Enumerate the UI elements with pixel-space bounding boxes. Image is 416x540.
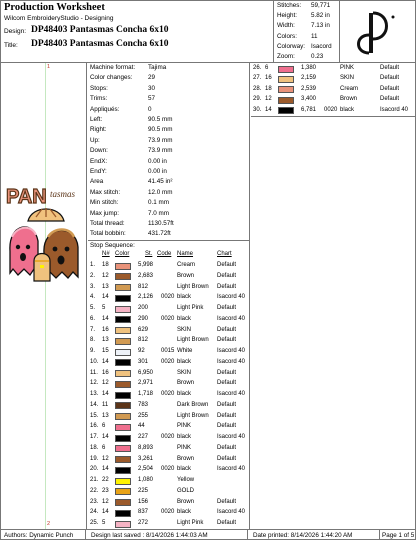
- needle-number: 12: [102, 272, 109, 279]
- stop-number: 21.: [90, 477, 99, 483]
- color-swatch: [115, 478, 131, 485]
- worksheet-footer: [1, 529, 416, 540]
- info-label: Total bobbin:: [90, 230, 126, 238]
- sequence-row: [88, 272, 250, 282]
- thread-chart: Default: [217, 380, 237, 387]
- info-value: 73.9 mm: [148, 147, 173, 155]
- stat-label: Colors:: [277, 32, 297, 40]
- stop-number: 28.: [253, 85, 262, 92]
- stitch-count: 629: [138, 326, 149, 333]
- needle-number: 18: [265, 85, 272, 92]
- guide-number-top: 1: [47, 64, 51, 70]
- thread-chart: Isacord 40: [217, 348, 246, 354]
- sequence-row: [88, 336, 250, 346]
- stop-sequence-title: Stop Sequence:: [90, 242, 135, 249]
- info-label: Left:: [90, 116, 103, 123]
- page-title: Production Worksheet: [4, 2, 105, 13]
- stop-number: 18.: [90, 444, 99, 451]
- stop-number: 8.: [90, 337, 96, 344]
- design-preview-panel: [1, 63, 87, 529]
- needle-number: 14: [102, 315, 109, 322]
- thread-name: Brown: [177, 498, 195, 505]
- needle-number: 12: [102, 380, 109, 387]
- stop-number: 12.: [90, 380, 99, 387]
- title-label: Title:: [4, 42, 18, 49]
- stitch-count: 290: [138, 315, 149, 322]
- color-swatch: [115, 295, 131, 302]
- sequence-row: [251, 85, 413, 95]
- color-swatch: [278, 107, 294, 114]
- thread-name: Cream: [340, 85, 359, 92]
- color-swatch: [278, 66, 294, 73]
- stitch-count: 2,504: [138, 466, 154, 473]
- stitch-count: 272: [138, 520, 149, 526]
- needle-number: 14: [102, 466, 109, 473]
- color-swatch: [115, 445, 131, 452]
- info-value: 1130.57ft: [148, 220, 174, 227]
- stop-number: 27.: [253, 75, 262, 82]
- stitch-count: 1,380: [301, 65, 317, 71]
- thread-chart: Default: [380, 65, 400, 71]
- thread-code: 0020: [324, 106, 338, 113]
- needle-number: 5: [102, 305, 106, 311]
- info-label: Color changes:: [90, 74, 133, 82]
- sequence-row: [88, 358, 250, 368]
- stitch-count: 6,950: [138, 369, 154, 376]
- stat-label: Width:: [277, 22, 295, 30]
- sequence-row: [88, 347, 250, 357]
- thread-code: 0020: [161, 358, 175, 365]
- needle-number: 13: [102, 283, 109, 290]
- thread-chart: Default: [217, 401, 237, 408]
- preview-word-tasmas: tasmas: [50, 189, 76, 199]
- stitch-count: 255: [138, 412, 149, 419]
- thread-code: 0020: [161, 391, 175, 397]
- color-swatch: [115, 510, 131, 517]
- footer-page-number: Page 1 of 5: [382, 532, 415, 539]
- col-code: Code: [157, 251, 172, 257]
- color-swatch: [115, 316, 131, 323]
- stat-label: Zoom:: [277, 53, 295, 60]
- stat-value: 11: [311, 32, 318, 40]
- design-preview-image: [4, 181, 84, 293]
- thread-chart: Default: [217, 455, 237, 462]
- footer-divider: [85, 530, 86, 540]
- sequence-row: [88, 476, 250, 486]
- thread-name: PINK: [177, 444, 192, 451]
- thread-chart: Default: [217, 283, 237, 290]
- color-swatch: [115, 435, 131, 442]
- thread-chart: Default: [217, 520, 237, 526]
- info-label: EndY:: [90, 168, 107, 175]
- sequence-row: [88, 487, 250, 497]
- footer-divider: [247, 530, 248, 540]
- color-swatch: [115, 413, 131, 420]
- sequence-row: [88, 508, 250, 518]
- stop-number: 13.: [90, 391, 99, 397]
- needle-number: 12: [102, 455, 109, 462]
- stop-number: 6.: [90, 315, 96, 322]
- stitch-count: 2,159: [301, 75, 317, 82]
- info-label: Area: [90, 178, 104, 186]
- needle-number: 6: [265, 65, 269, 71]
- stop-number: 26.: [253, 65, 262, 71]
- stop-number: 16.: [90, 423, 99, 430]
- sequence-row: [251, 106, 413, 116]
- stitch-count: 44: [138, 423, 145, 430]
- stop-number: 9.: [90, 348, 96, 354]
- sequence-row: [88, 433, 250, 443]
- thread-chart: Default: [217, 498, 237, 505]
- thread-chart: Isacord 40: [217, 294, 246, 301]
- needle-number: 14: [102, 391, 109, 397]
- thread-name: PINK: [340, 65, 355, 71]
- stop-number: 3.: [90, 283, 96, 290]
- thread-name: black: [340, 106, 355, 113]
- needle-number: 6: [102, 444, 106, 451]
- color-swatch: [115, 499, 131, 506]
- info-label: Machine format:: [90, 64, 136, 71]
- sequence-row: [88, 293, 250, 303]
- stop-number: 11.: [90, 369, 98, 376]
- thread-chart: Default: [217, 412, 237, 419]
- thread-name: Light Brown: [177, 337, 209, 344]
- info-value: 7.0 mm: [148, 209, 169, 217]
- stitch-count: 2,126: [138, 294, 154, 301]
- stitch-count: 812: [138, 337, 149, 344]
- thread-name: SKIN: [177, 326, 192, 333]
- thread-code: 0020: [161, 466, 175, 473]
- needle-number: 12: [102, 498, 109, 505]
- stop-number: 1.: [90, 262, 96, 268]
- thread-chart: Isacord 40: [217, 391, 246, 397]
- machine-info-panel: [88, 63, 250, 241]
- thread-name: black: [177, 294, 192, 301]
- needle-number: 22: [102, 477, 109, 483]
- thread-name: black: [177, 509, 192, 516]
- info-value: 41.45 in²: [148, 178, 173, 186]
- needle-number: 14: [102, 294, 109, 301]
- stop-number: 17.: [90, 434, 99, 440]
- thread-chart: Default: [217, 326, 237, 333]
- info-value: 90.5 mm: [148, 126, 173, 134]
- thread-name: SKIN: [177, 369, 192, 376]
- thread-name: Light Pink: [177, 305, 204, 311]
- thread-name: Cream: [177, 262, 196, 268]
- sequence-row: [88, 379, 250, 389]
- stitch-count: 3,400: [301, 96, 317, 103]
- header-divider: [273, 1, 274, 63]
- info-label: Right:: [90, 126, 107, 134]
- worksheet-header: [1, 1, 416, 63]
- software-name: Wilcom EmbroideryStudio - Designing: [4, 15, 114, 22]
- color-swatch: [115, 467, 131, 474]
- thread-name: black: [177, 358, 192, 365]
- stop-number: 10.: [90, 358, 99, 365]
- color-swatch: [278, 76, 294, 83]
- info-value: 431.72ft: [148, 230, 171, 238]
- thread-chart: Isacord 40: [217, 315, 246, 322]
- color-swatch: [115, 263, 131, 270]
- color-swatch: [115, 521, 131, 528]
- sequence-row: [88, 283, 250, 293]
- stop-number: 29.: [253, 96, 262, 103]
- stop-number: 15.: [90, 412, 99, 419]
- col-color: Color: [115, 251, 130, 257]
- sequence-row: [88, 401, 250, 411]
- info-label: Stops:: [90, 84, 108, 92]
- thread-name: Light Brown: [177, 412, 209, 419]
- color-swatch: [115, 381, 131, 388]
- stitch-count: 227: [138, 434, 149, 440]
- col-chart: Chart: [217, 251, 232, 257]
- info-value: 73.9 mm: [148, 136, 173, 144]
- needle-number: 14: [102, 509, 109, 516]
- thread-chart: Isacord 40: [217, 466, 246, 473]
- thread-chart: Default: [217, 272, 237, 279]
- stitch-count: 8,893: [138, 444, 154, 451]
- stat-value: 5.82 in: [311, 12, 330, 20]
- sequence-row: [88, 315, 250, 325]
- stat-label: Colorway:: [277, 42, 305, 50]
- info-label: Up:: [90, 136, 100, 144]
- thread-name: black: [177, 315, 192, 322]
- footer-divider: [379, 530, 380, 540]
- color-swatch: [115, 424, 131, 431]
- sequence-row: [88, 326, 250, 336]
- info-value: 0.00 in: [148, 168, 167, 175]
- guide-number-bottom: 2: [47, 521, 51, 527]
- thread-code: 0020: [161, 509, 175, 516]
- needle-number: 6: [102, 423, 106, 430]
- stitch-count: 6,781: [301, 106, 317, 113]
- stat-value: 59,771: [311, 2, 331, 9]
- thread-chart: Default: [217, 423, 237, 430]
- stop-sequence-continued: [251, 63, 416, 117]
- info-value: 0.00 in: [148, 157, 167, 165]
- info-value: 57: [148, 95, 156, 103]
- thread-chart: Isacord 40: [217, 509, 246, 516]
- color-swatch: [278, 97, 294, 104]
- color-swatch: [115, 359, 131, 366]
- stitch-count: 200: [138, 305, 149, 311]
- stat-label: Height:: [277, 12, 297, 20]
- stop-number: 20.: [90, 466, 99, 473]
- stitch-count: 1,718: [138, 391, 154, 397]
- needle-number: 14: [102, 358, 109, 365]
- stitch-count: 783: [138, 401, 149, 408]
- color-swatch: [115, 349, 131, 356]
- thread-chart: Isacord 40: [217, 358, 246, 365]
- needle-number: 15: [102, 348, 109, 354]
- footer-last-saved: Design last saved : 8/14/2026 1:44:03 AM: [91, 532, 208, 539]
- color-swatch: [115, 488, 131, 495]
- color-swatch: [115, 273, 131, 280]
- color-swatch: [115, 284, 131, 291]
- sequence-row: [88, 369, 250, 379]
- stop-number: 2.: [90, 272, 96, 279]
- stop-number: 5.: [90, 305, 96, 311]
- stop-number: 23.: [90, 498, 99, 505]
- sequence-row: [88, 465, 250, 475]
- thread-name: Light Brown: [177, 283, 209, 290]
- stitch-count: 301: [138, 358, 149, 365]
- preview-word-pan: PAN: [6, 186, 47, 208]
- stop-number: 14.: [90, 401, 99, 408]
- stat-value: Isacord: [311, 42, 332, 50]
- thread-chart: Default: [380, 85, 400, 92]
- thread-name: black: [177, 466, 192, 473]
- footer-authors: Authors: Dynamic Punch: [4, 532, 74, 539]
- info-value: 12.0 mm: [148, 188, 173, 196]
- stitch-count: 156: [138, 498, 149, 505]
- sequence-row: [88, 444, 250, 454]
- thread-chart: Isacord 40: [380, 106, 409, 113]
- info-value: 30: [148, 84, 156, 92]
- sequence-row: [88, 390, 250, 400]
- info-label: Max jump:: [90, 209, 120, 217]
- design-value: DP48403 Pantasmas Concha 6x10: [31, 25, 169, 35]
- stop-sequence-table: [88, 241, 250, 529]
- needle-number: 11: [102, 401, 109, 408]
- stop-number: 24.: [90, 509, 99, 516]
- stop-number: 7.: [90, 326, 96, 333]
- sequence-row: [251, 74, 413, 84]
- color-swatch: [115, 402, 131, 409]
- info-value: 90.5 mm: [148, 116, 173, 123]
- sequence-row: [88, 261, 250, 271]
- sequence-row: [251, 95, 413, 105]
- guide-line: [45, 63, 46, 529]
- thread-code: 0015: [161, 348, 175, 354]
- thread-chart: Isacord 40: [217, 434, 246, 440]
- color-swatch: [115, 306, 131, 313]
- thread-chart: Default: [217, 262, 237, 268]
- info-label: Max stitch:: [90, 188, 121, 196]
- stop-number: 30.: [253, 106, 262, 113]
- stop-number: 22.: [90, 487, 99, 494]
- stitch-count: 5,998: [138, 262, 154, 268]
- design-label: Design:: [4, 28, 27, 35]
- thread-name: Brown: [177, 380, 195, 387]
- stop-number: 4.: [90, 294, 96, 301]
- sequence-row: [88, 422, 250, 432]
- stat-value: 0.23: [311, 53, 324, 60]
- stitch-count: 3,261: [138, 455, 154, 462]
- thread-name: Dark Brown: [177, 401, 209, 408]
- sequence-row: [88, 455, 250, 465]
- info-label: Down:: [90, 147, 108, 155]
- needle-number: 23: [102, 487, 109, 494]
- thread-name: SKIN: [340, 75, 355, 82]
- color-swatch: [115, 338, 131, 345]
- needle-number: 16: [102, 326, 109, 333]
- sequence-row: [88, 519, 250, 529]
- sequence-row: [88, 412, 250, 422]
- thread-chart: Default: [217, 337, 237, 344]
- needle-number: 18: [102, 262, 109, 268]
- thread-code: 0020: [161, 315, 175, 322]
- color-swatch: [115, 456, 131, 463]
- color-swatch: [115, 370, 131, 377]
- thread-chart: Default: [217, 369, 237, 376]
- thread-chart: Default: [380, 75, 400, 82]
- color-swatch: [278, 86, 294, 93]
- color-swatch: [115, 392, 131, 399]
- thread-name: White: [177, 348, 193, 354]
- thread-name: Light Pink: [177, 520, 204, 526]
- needle-number: 5: [102, 520, 106, 526]
- stitch-count: 2,971: [138, 380, 154, 387]
- info-value: 0.1 mm: [148, 199, 169, 207]
- stitch-count: 2,539: [301, 85, 317, 92]
- thread-name: black: [177, 391, 192, 397]
- stat-label: Stitches:: [277, 2, 302, 9]
- info-label: Trims:: [90, 95, 108, 103]
- needle-number: 12: [265, 96, 272, 103]
- stitch-count: 225: [138, 487, 149, 494]
- sequence-row: [88, 304, 250, 314]
- thread-code: 0020: [161, 434, 175, 440]
- thread-name: Brown: [177, 272, 195, 279]
- needle-number: 14: [265, 106, 272, 113]
- info-label: Total thread:: [90, 220, 125, 227]
- thread-chart: Default: [217, 444, 237, 451]
- thread-code: 0020: [161, 294, 175, 301]
- info-label: Min stitch:: [90, 199, 119, 207]
- needle-number: 13: [102, 337, 109, 344]
- stitch-count: 1,080: [138, 477, 154, 483]
- stitch-count: 2,683: [138, 272, 154, 279]
- thread-name: PINK: [177, 423, 192, 430]
- info-label: EndX:: [90, 157, 108, 165]
- needle-number: 13: [102, 412, 109, 419]
- thread-name: Brown: [177, 455, 195, 462]
- header-divider-2: [339, 1, 340, 63]
- footer-date-printed: Date printed: 8/14/2026 1:44:20 AM: [253, 532, 353, 539]
- sequence-row: [251, 64, 413, 74]
- stop-number: 25.: [90, 520, 99, 526]
- stitch-count: 837: [138, 509, 149, 516]
- thread-chart: Default: [217, 305, 237, 311]
- thread-chart: Default: [380, 96, 400, 103]
- needle-number: 16: [102, 369, 109, 376]
- stop-number: 19.: [90, 455, 99, 462]
- col-n: N#: [102, 251, 110, 257]
- needle-number: 14: [102, 434, 109, 440]
- brand-logo: [347, 5, 409, 59]
- info-value: 29: [148, 74, 156, 82]
- sequence-row: [88, 498, 250, 508]
- thread-name: Brown: [340, 96, 358, 103]
- thread-name: Yellow: [177, 477, 195, 483]
- stat-value: 7.13 in: [311, 22, 330, 30]
- title-value: DP48403 Pantasmas Concha 6x10: [31, 39, 169, 49]
- col-st: St.: [145, 251, 153, 257]
- col-name: Name: [177, 251, 194, 257]
- needle-number: 16: [265, 75, 272, 82]
- thread-name: GOLD: [177, 487, 195, 494]
- info-value: 0: [148, 105, 152, 113]
- color-swatch: [115, 327, 131, 334]
- stitch-count: 92: [138, 348, 145, 354]
- thread-name: black: [177, 434, 192, 440]
- info-label: Appliqués:: [90, 105, 120, 113]
- stitch-count: 812: [138, 283, 149, 290]
- info-value: Tajima: [148, 64, 167, 71]
